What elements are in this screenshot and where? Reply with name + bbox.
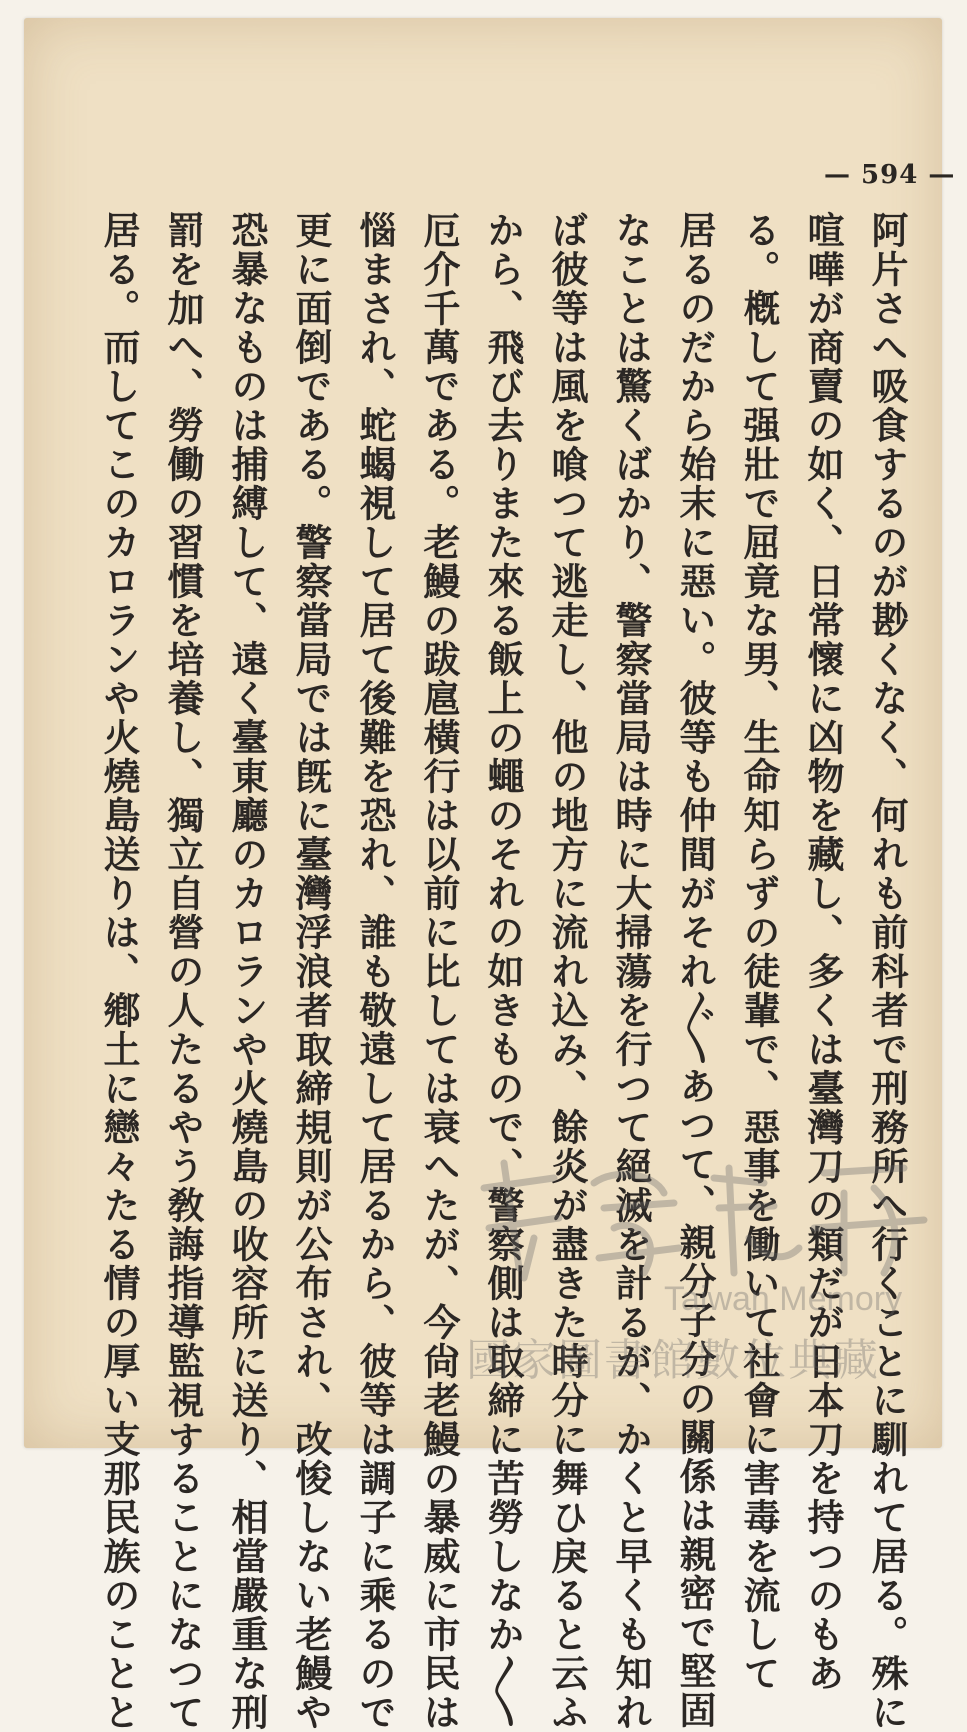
scanned-page <box>24 18 956 1732</box>
text-line: 居るのだから始末に惡い。彼等も仲間がそれ〴〵あつて、親分子分の關係は親密で堅固 <box>673 211 717 1730</box>
text-line: なことは驚くばかり、警察當局は時に大掃蕩を行つて絕滅を計るが、かくと早くも知れ <box>609 211 653 1732</box>
text-line: 惱まされ、蛇蝎視して居て後難を恐れ、誰も敬遠して居るから、彼等は調子に乘るので <box>353 211 397 1732</box>
text-line: から、飛び去りまた來る飯上の蠅のそれの如きもので、警察側は取締に苦勞しなか〳〵 <box>481 211 525 1730</box>
text-line: 阿片さへ吸食するのが尠くなく、何れも前科者で刑務所へ行くことに馴れて居る。殊に <box>865 211 909 1732</box>
text-line: 更に面倒である。警察當局では旣に臺灣浮浪者取締規則が公布され、改悛しない老鰻や <box>289 211 333 1732</box>
text-line: 恐暴なものは捕縛して、遠く臺東廳のカロランや火燒島の收容所に送り、相當嚴重な刑 <box>225 211 269 1732</box>
watermark-chinese: 國家圖書館數位典藏 <box>466 1335 880 1386</box>
text-line: 罰を加へ、勞働の習慣を培養し、獨立自營の人たるやう敎誨指導監視することになつて <box>161 211 205 1732</box>
page-number: — 594 — <box>824 160 956 190</box>
watermark-english: Taiwan Memory <box>664 1280 903 1318</box>
text-line: 居る。而してこのカロランや火燒島送りは、鄕土に戀々たる情の厚い支那民族のことと <box>97 211 141 1732</box>
text-line: 厄介千萬である。老鰻の跋扈橫行は以前に比しては衰へたが、今尙老鰻の暴威に市民は <box>417 211 461 1732</box>
text-line: る。槪して强壯で屈竟な男、生命知らずの徒輩で、惡事を働いて社會に害毒を流して <box>737 211 781 1693</box>
body-text <box>97 211 919 1732</box>
text-line: ば彼等は風を喰つて逃走し、他の地方に流れ込み、餘炎が盡きた時分に舞ひ戾ると云ふ <box>545 211 589 1732</box>
text-line: 喧嘩が商賣の如く、日常懷に凶物を藏し、多くは臺灣刀の類だが日本刀を持つのもあ <box>801 211 845 1693</box>
